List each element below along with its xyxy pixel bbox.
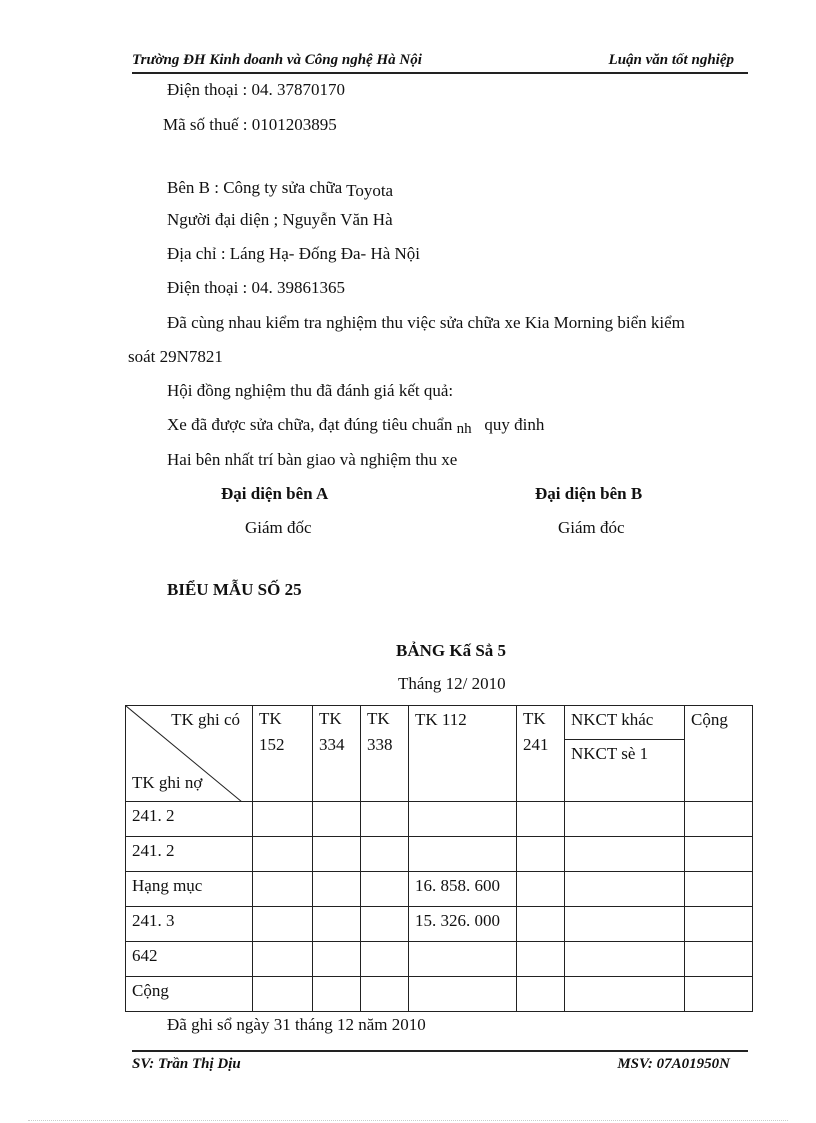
col-tk241-b: 241 [523, 735, 549, 754]
col-tk334-a: TK [319, 709, 342, 728]
recorded-date: Đã ghi sổ ngày 31 tháng 12 năm 2010 [167, 1015, 426, 1034]
row-label: 241. 2 [126, 802, 253, 837]
row-tk112 [409, 802, 517, 837]
party-b-name-prefix: Bên B : Công ty sửa chữa [167, 178, 347, 197]
row-label: 642 [126, 942, 253, 977]
row-tk112: 15. 326. 000 [409, 907, 517, 942]
result-sub: nh [456, 421, 472, 437]
ledger-table [125, 705, 753, 1012]
signature-a-title: Đại diện bên A [221, 484, 329, 503]
signature-b-title: Đại diện bên B [535, 484, 643, 503]
agreement-statement: Hai bên nhất trí bàn giao và nghiệm thu xe [167, 450, 458, 469]
result-statement [167, 415, 544, 435]
party-b-address: Địa chỉ : Láng Hạ- Đống Đa- Hà Nội [167, 244, 421, 263]
col-tk112: TK 112 [409, 706, 517, 802]
party-a-tax-code: Mã số thuế : 0101203895 [163, 115, 337, 134]
header-doc-type: Luận văn tốt nghiệp [608, 52, 734, 68]
table-header-row [126, 706, 753, 802]
signature-a-role: Giám đốc [245, 518, 312, 537]
col-tk334 [313, 706, 361, 802]
col-tk338 [361, 706, 409, 802]
row-tk112 [409, 942, 517, 977]
row-tk112 [409, 977, 517, 1012]
footer-student-id: MSV: 07A01950N [617, 1056, 730, 1072]
row-label: 241. 3 [126, 907, 253, 942]
form-label: BIỂU MẪU SỐ 25 [167, 580, 302, 599]
col-nkct [565, 706, 685, 802]
page-header [132, 52, 748, 74]
row-label: 241. 2 [126, 837, 253, 872]
header-school: Trường ĐH Kinh doanh và Công nghệ Hà Nội [132, 52, 422, 68]
table-title: BẢNG Kấ Sẳ 5 [396, 641, 507, 660]
table-row [126, 942, 753, 977]
page-footer [132, 1050, 748, 1078]
col-tk338-a: TK [367, 709, 390, 728]
row-tk112 [409, 837, 517, 872]
col-nkct-1: NKCT sè 1 [571, 744, 649, 763]
table-row [126, 837, 753, 872]
col-tk334-b: 334 [319, 735, 345, 754]
row-label: Hạng mục [126, 872, 253, 907]
party-b-name-suffix: Toyota [346, 181, 394, 200]
council-statement: Hội đồng nghiệm thu đã đánh giá kết quả: [167, 381, 454, 400]
footer-student: SV: Trần Thị Dịu [132, 1056, 241, 1072]
col-tk152-a: TK [259, 709, 282, 728]
table-month: Tháng 12/ 2010 [398, 674, 506, 693]
table-row [126, 907, 753, 942]
row-tk112: 16. 858. 600 [409, 872, 517, 907]
col-tk152-b: 152 [259, 735, 285, 754]
col-tk152 [253, 706, 313, 802]
corner-credit-label: TK ghi có [171, 710, 240, 729]
table-row [126, 802, 753, 837]
col-nkct-other: NKCT khác [565, 706, 684, 740]
table-row [126, 872, 753, 907]
page-bottom-divider [28, 1120, 788, 1121]
corner-debit-label: TK ghi nợ [132, 773, 203, 792]
col-tk338-b: 338 [367, 735, 393, 754]
inspection-line-1: Đã cùng nhau kiểm tra nghiệm thu việc sửa chữa xe Kia Morning biển kiểm [167, 313, 685, 332]
inspection-line-2: soát 29N7821 [128, 347, 223, 366]
party-b-phone: Điện thoại : 04. 39861365 [167, 278, 346, 297]
party-a-phone: Điện thoại : 04. 37870170 [167, 80, 346, 99]
result-suffix: quy đinh [484, 415, 545, 434]
party-b-representative: Người đại diện ; Nguyễn Văn Hà [167, 210, 393, 229]
result-prefix: Xe đã được sửa chữa, đạt đúng tiêu chuẩn [167, 415, 453, 434]
signature-b-role: Giám đóc [558, 518, 625, 537]
corner-cell [126, 706, 253, 802]
party-b-name [167, 178, 393, 198]
row-label: Cộng [126, 977, 253, 1012]
col-tk241-a: TK [523, 709, 546, 728]
col-total: Cộng [685, 706, 753, 802]
col-tk241 [517, 706, 565, 802]
table-row [126, 977, 753, 1012]
